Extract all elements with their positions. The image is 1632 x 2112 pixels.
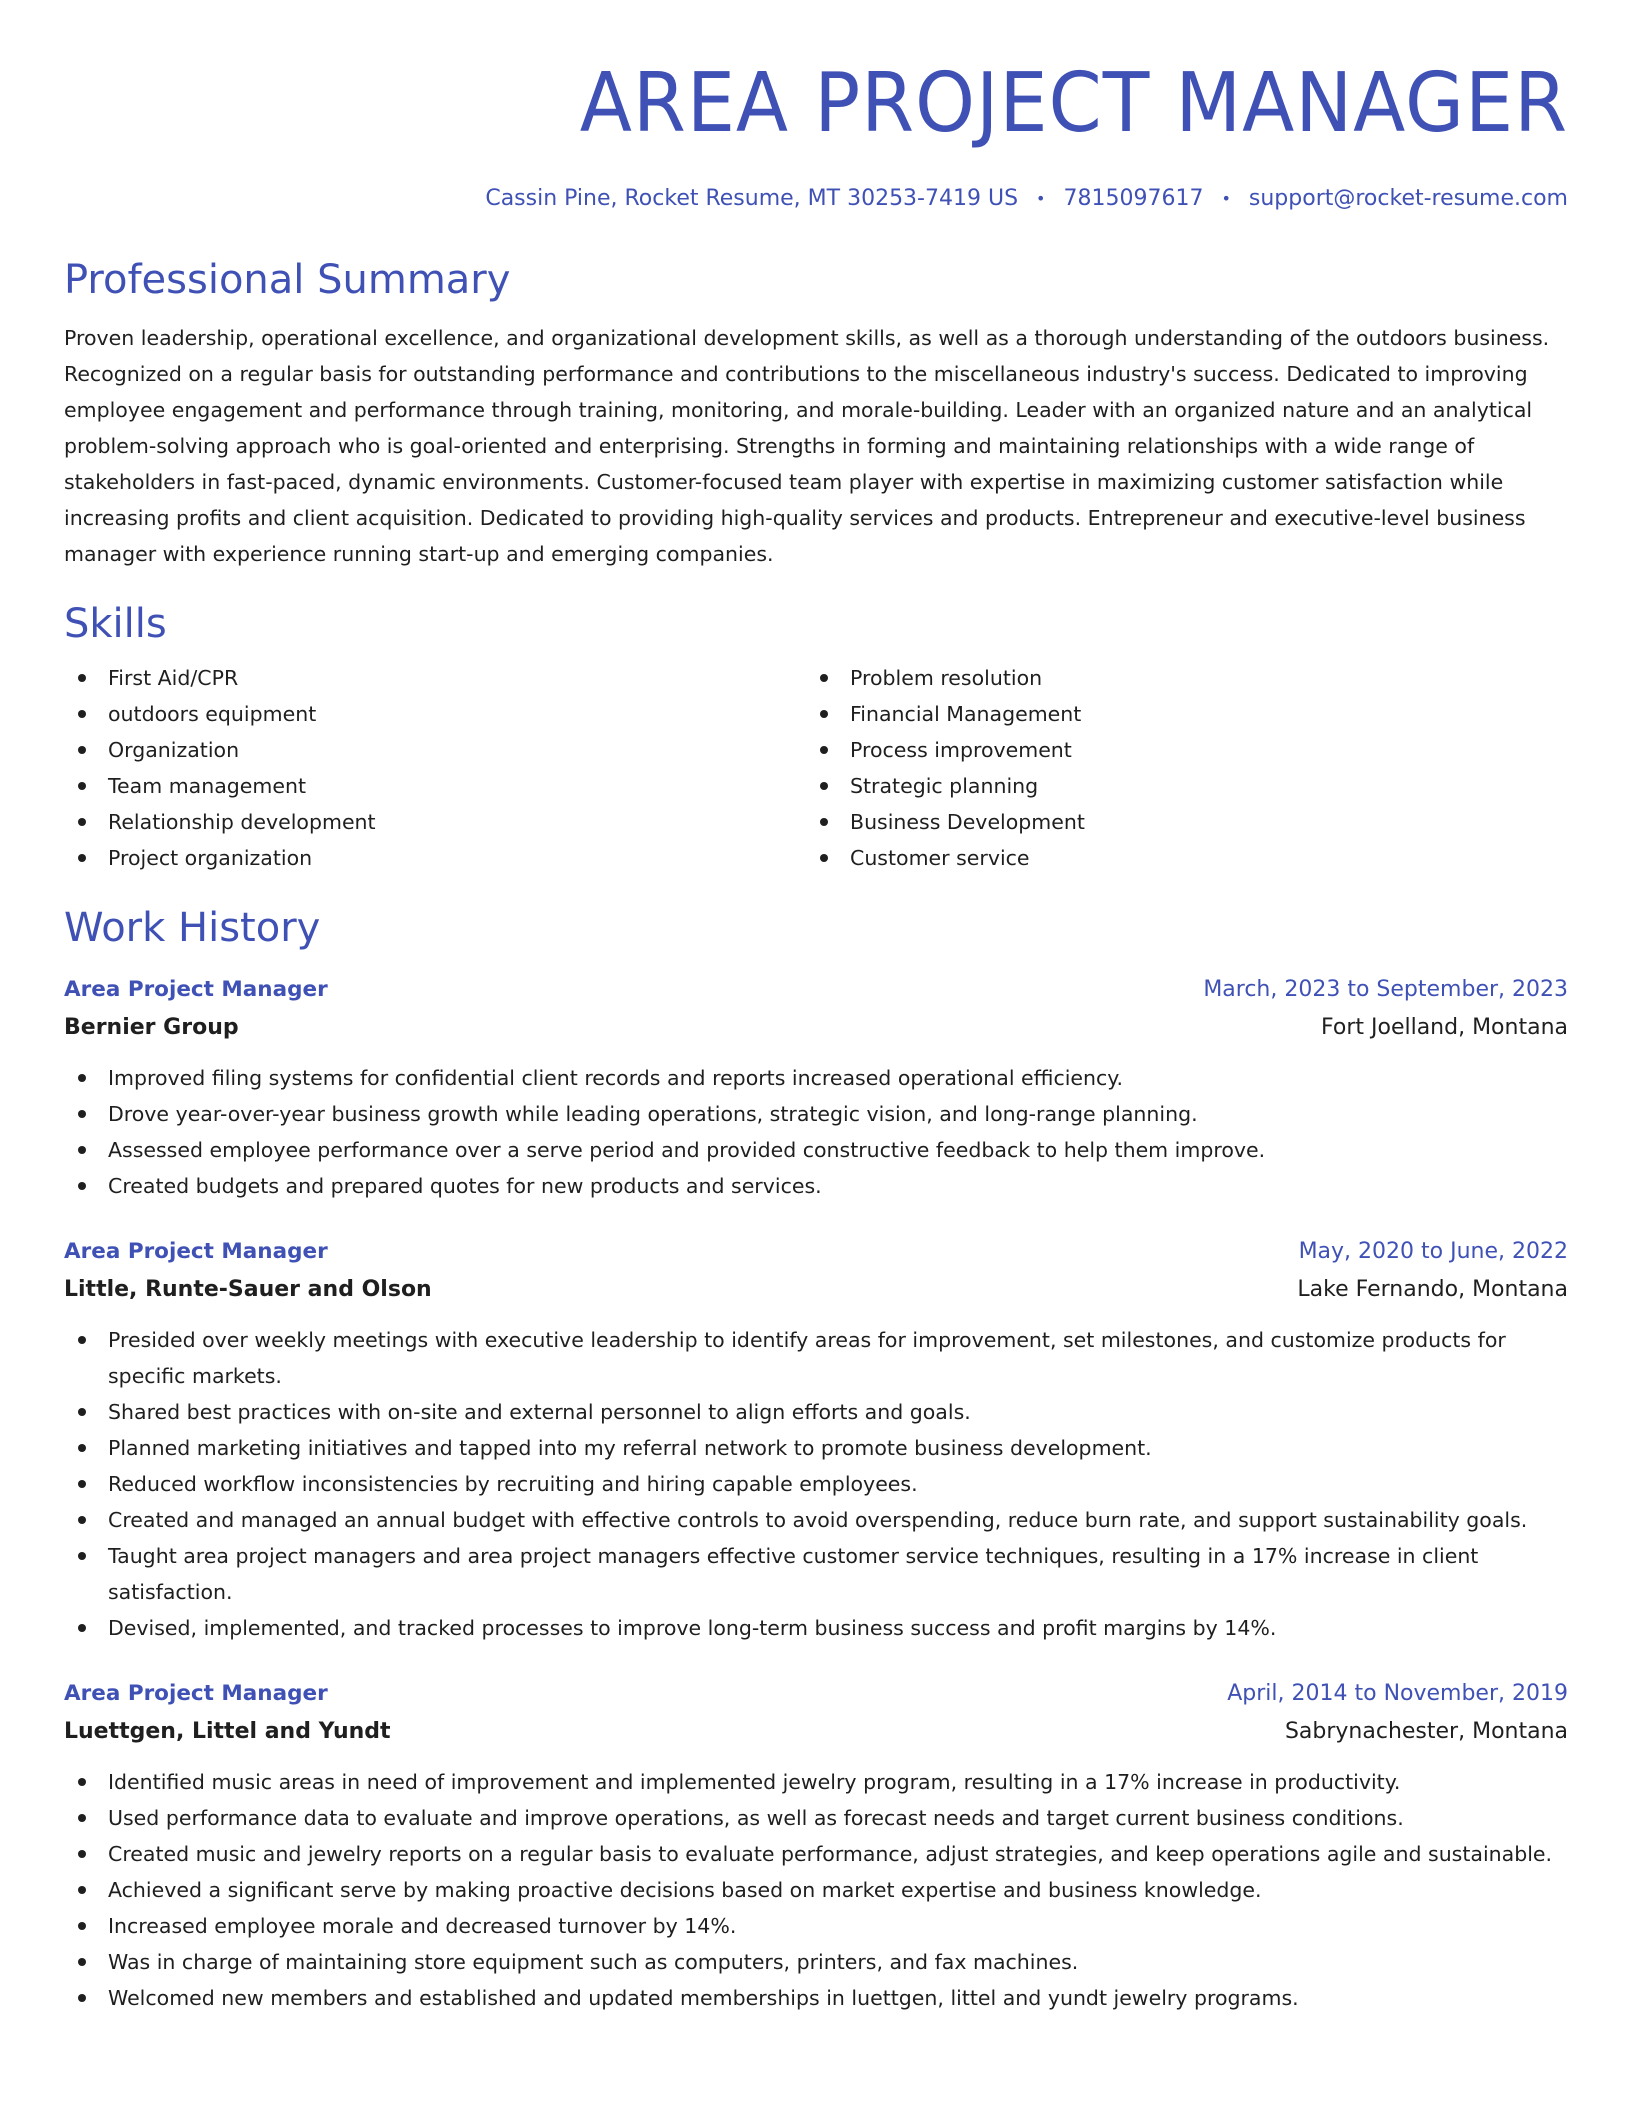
job-bullet: Welcomed new members and established and updated memberships in luettgen, littel and yundt jewelry programs. — [64, 1980, 1568, 2016]
skill-item: Problem resolution — [806, 660, 1568, 696]
contact-separator: • — [1036, 189, 1046, 208]
job-bullets — [64, 1764, 1568, 2016]
skill-item: Financial Management — [806, 696, 1568, 732]
resume-header — [64, 0, 1568, 214]
job-dates: April, 2014 to November, 2019 — [1227, 1681, 1568, 1706]
job-bullet: Achieved a significant serve by making proactive decisions based on market expertise and business knowledge. — [64, 1872, 1568, 1908]
contact-email[interactable]: support@rocket-resume.com — [1248, 186, 1568, 211]
job-bullet: Shared best practices with on-site and external personnel to align efforts and goals. — [64, 1394, 1568, 1430]
job-title-row — [64, 972, 1568, 1008]
skills-list-right — [806, 660, 1568, 876]
candidate-title: AREA PROJECT MANAGER — [579, 56, 1568, 151]
job-dates: May, 2020 to June, 2022 — [1298, 1239, 1568, 1264]
job-company-row — [64, 1712, 1568, 1752]
job-location: Fort Joelland, Montana — [1321, 1015, 1568, 1040]
job-bullet: Devised, implemented, and tracked processes to improve long-term business success and profit margins by 14%. — [64, 1610, 1568, 1646]
job-bullet: Was in charge of maintaining store equipment such as computers, printers, and fax machines. — [64, 1944, 1568, 1980]
job-bullet: Created budgets and prepared quotes for new products and services. — [64, 1168, 1568, 1204]
job-company: Luettgen, Littel and Yundt — [64, 1719, 391, 1744]
job-dates: March, 2023 to September, 2023 — [1203, 977, 1568, 1002]
job-location: Lake Fernando, Montana — [1297, 1277, 1568, 1302]
job-entry — [64, 1676, 1568, 2016]
job-bullet: Taught area project managers and area project managers effective customer service techniques, resulting in a 17% increase in client satisfaction. — [64, 1538, 1568, 1610]
skill-item: Project organization — [64, 840, 806, 876]
skill-item: Process improvement — [806, 732, 1568, 768]
job-bullet: Presided over weekly meetings with executive leadership to identify areas for improvement, set milestones, and customize products for specific markets. — [64, 1322, 1568, 1394]
job-company: Little, Runte-Sauer and Olson — [64, 1277, 432, 1302]
job-bullets — [64, 1060, 1568, 1204]
job-location: Sabrynachester, Montana — [1284, 1719, 1568, 1744]
job-bullet: Used performance data to evaluate and improve operations, as well as forecast needs and target current business conditions. — [64, 1800, 1568, 1836]
job-company: Bernier Group — [64, 1015, 239, 1040]
skills-list-left — [64, 660, 806, 876]
skill-item: Business Development — [806, 804, 1568, 840]
skill-item: First Aid/CPR — [64, 660, 806, 696]
job-title: Area Project Manager — [64, 977, 328, 1002]
skill-item: Customer service — [806, 840, 1568, 876]
job-title: Area Project Manager — [64, 1239, 328, 1264]
job-bullets — [64, 1322, 1568, 1646]
summary-heading: Professional Summary — [64, 257, 511, 303]
job-title-row — [64, 1676, 1568, 1712]
skills-grid — [64, 660, 1568, 876]
skill-item: Team management — [64, 768, 806, 804]
job-bullet: Assessed employee performance over a serve period and provided constructive feedback to help them improve. — [64, 1132, 1568, 1168]
skills-heading: Skills — [64, 601, 167, 647]
job-bullet: Increased employee morale and decreased turnover by 14%. — [64, 1908, 1568, 1944]
job-entry — [64, 972, 1568, 1204]
job-title-row — [64, 1234, 1568, 1270]
job-company-row — [64, 1008, 1568, 1048]
job-company-row — [64, 1270, 1568, 1310]
job-bullet: Reduced workflow inconsistencies by recruiting and hiring capable employees. — [64, 1466, 1568, 1502]
contact-address: Cassin Pine, Rocket Resume, MT 30253-7419 US — [485, 186, 1019, 211]
skill-item: Organization — [64, 732, 806, 768]
skill-item: Relationship development — [64, 804, 806, 840]
job-entry — [64, 1234, 1568, 1646]
skill-item: outdoors equipment — [64, 696, 806, 732]
work-history-heading: Work History — [64, 905, 321, 951]
job-bullet: Improved filing systems for confidential client records and reports increased operational efficiency. — [64, 1060, 1568, 1096]
job-bullet: Drove year-over-year business growth while leading operations, strategic vision, and long-range planning. — [64, 1096, 1568, 1132]
job-title: Area Project Manager — [64, 1681, 328, 1706]
contact-separator: • — [1221, 189, 1231, 208]
summary-text: Proven leadership, operational excellence, and organizational development skills, as well as a thorough understanding of the outdoors business. Recognized on a regular basis for outstanding performance and contributions to the miscellaneous industry's success. Dedicated to improving employee engagement and performance through training, monitoring, and morale-building. Leader with an organized nature and an analytical problem-solving approach who is goal-oriented and enterprising. Strengths in forming and maintaining relationships with a wide range of stakeholders in fast-paced, dynamic environments. Customer-focused team player with expertise in maximizing customer satisfaction while increasing profits and client acquisition. Dedicated to providing high-quality services and products. Entrepreneur and executive-level business manager with experience running start-up and emerging companies. — [64, 326, 1550, 566]
job-bullet: Planned marketing initiatives and tapped into my referral network to promote business development. — [64, 1430, 1568, 1466]
skill-item: Strategic planning — [806, 768, 1568, 804]
contact-line — [64, 184, 1568, 214]
contact-phone: 7815097617 — [1063, 186, 1204, 211]
job-bullet: Created and managed an annual budget with effective controls to avoid overspending, reduce burn rate, and support sustainability goals. — [64, 1502, 1568, 1538]
job-bullet: Created music and jewelry reports on a regular basis to evaluate performance, adjust strategies, and keep operations agile and sustainable. — [64, 1836, 1568, 1872]
job-bullet: Identified music areas in need of improvement and implemented jewelry program, resulting in a 17% increase in productivity. — [64, 1764, 1568, 1800]
